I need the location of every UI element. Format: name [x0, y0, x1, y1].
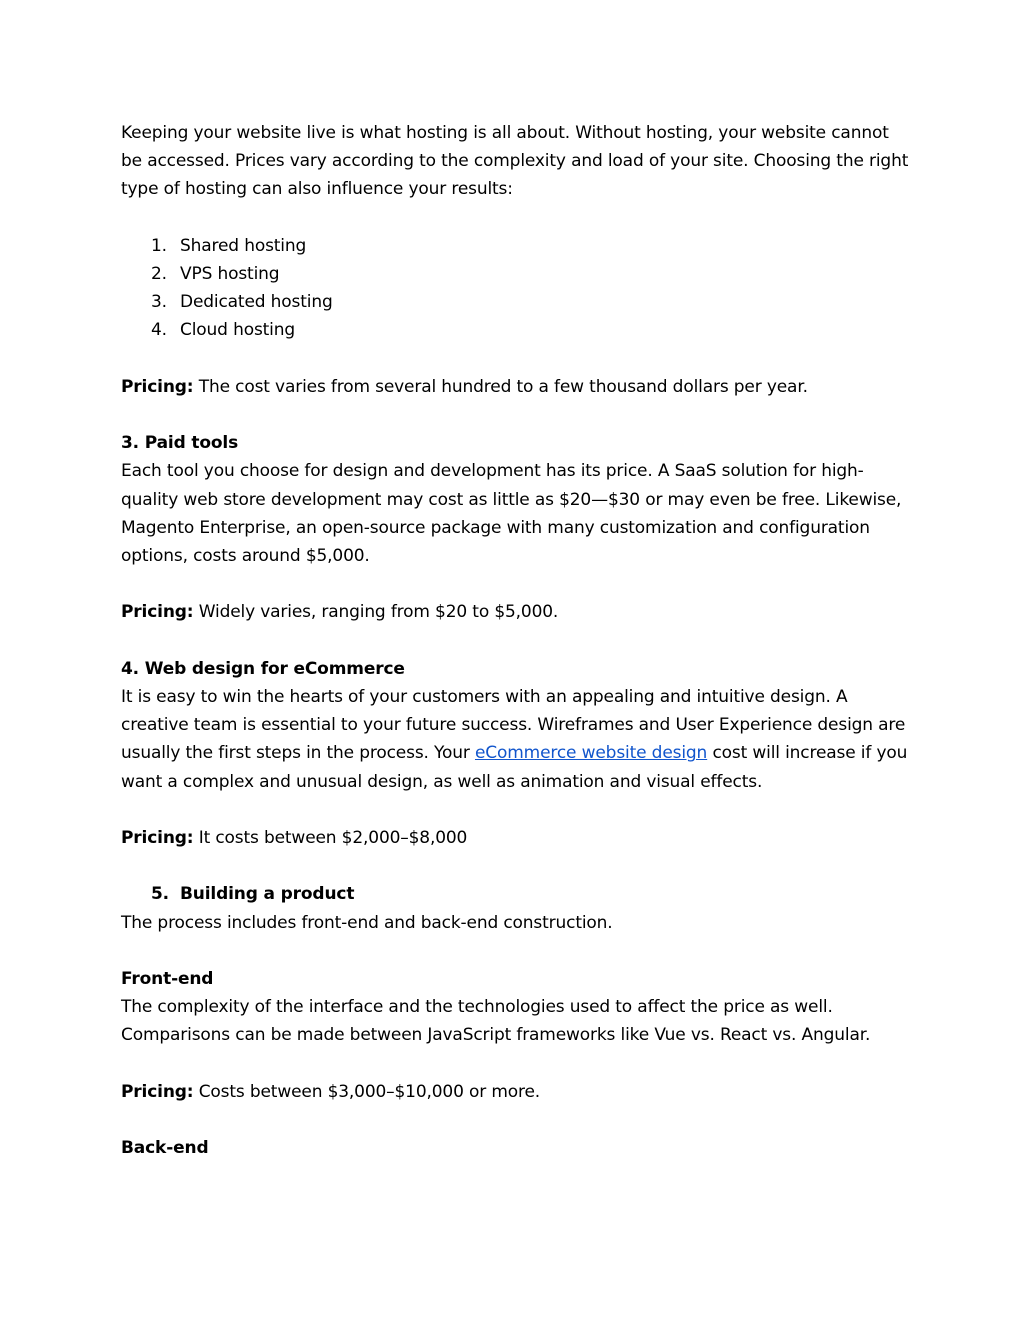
- paid-tools-pricing: [121, 598, 911, 626]
- hosting-list: [121, 232, 911, 345]
- list-item-label: Shared hosting: [180, 235, 307, 256]
- list-item-label: Dedicated hosting: [180, 292, 333, 313]
- pricing-label: Pricing:: [121, 602, 194, 623]
- building-list: [121, 880, 911, 908]
- paid-tools-heading: 3. Paid tools: [121, 433, 239, 454]
- pricing-label: Pricing:: [121, 1081, 194, 1102]
- web-design-body-end: cost will increase if you want a complex and unusual design, as well as animation and visual effects.: [121, 743, 908, 792]
- pricing-text: The cost varies from several hundred to a few thousand dollars per year.: [193, 376, 808, 397]
- list-number: 5.: [151, 884, 169, 905]
- list-number: 3.: [151, 292, 167, 313]
- building-heading: Building a product: [180, 884, 355, 905]
- hosting-pricing: [121, 373, 911, 401]
- intro-paragraph: Keeping your website live is what hosting is all about. Without hosting, your website cannot be accessed. Prices vary according to the complexity and load of your site. Choosing the right type of hosting can also influence your results:: [121, 123, 909, 200]
- list-number: 4.: [151, 320, 167, 341]
- back-end-heading: Back-end: [121, 1138, 209, 1159]
- list-item: [121, 316, 911, 344]
- paid-tools-body: Each tool you choose for design and development has its price. A SaaS solution for high-quality web store development may cost as little as $20—$30 or may even be free. Likewise, Magento Enterprise, an open-source package with many customization and configuration options, costs around $5,000.: [121, 461, 902, 566]
- document-page: [121, 119, 911, 1162]
- web-design-heading: 4. Web design for eCommerce: [121, 658, 405, 679]
- list-number: 2.: [151, 264, 167, 284]
- front-end-body: The complexity of the interface and the technologies used to affect the price as well. Comparisons can be made between JavaScript frameworks like Vue vs. React vs. Angular.: [121, 997, 871, 1046]
- list-item-label: Cloud hosting: [180, 320, 295, 341]
- pricing-text: Costs between $3,000–$10,000 or more.: [193, 1081, 541, 1102]
- ecommerce-website-design-link[interactable]: eCommerce website design: [474, 743, 708, 764]
- pricing-label: Pricing:: [121, 376, 194, 397]
- web-design-body: [121, 683, 911, 796]
- pricing-label: Pricing:: [121, 827, 194, 848]
- front-end-heading: Front-end: [121, 968, 214, 989]
- list-item: [121, 288, 911, 316]
- pricing-text: Widely varies, ranging from $20 to $5,000.: [193, 602, 559, 623]
- pricing-text: It costs between $2,000–$8,000: [193, 827, 468, 848]
- web-design-pricing: [121, 824, 911, 852]
- list-item-label: VPS hosting: [180, 264, 280, 284]
- list-item: [121, 880, 911, 908]
- front-end-pricing: [121, 1078, 911, 1106]
- web-design-body-start: It is easy to win the hearts of your customers with an appealing and intuitive design. A creative team is essential to your future success. Wireframes and User Experience design are usually the first steps in the process. Your: [121, 686, 906, 764]
- list-item: [121, 260, 911, 288]
- building-body: The process includes front-end and back-end construction.: [121, 912, 613, 933]
- list-item: [121, 232, 911, 260]
- list-number: 1.: [151, 235, 167, 256]
